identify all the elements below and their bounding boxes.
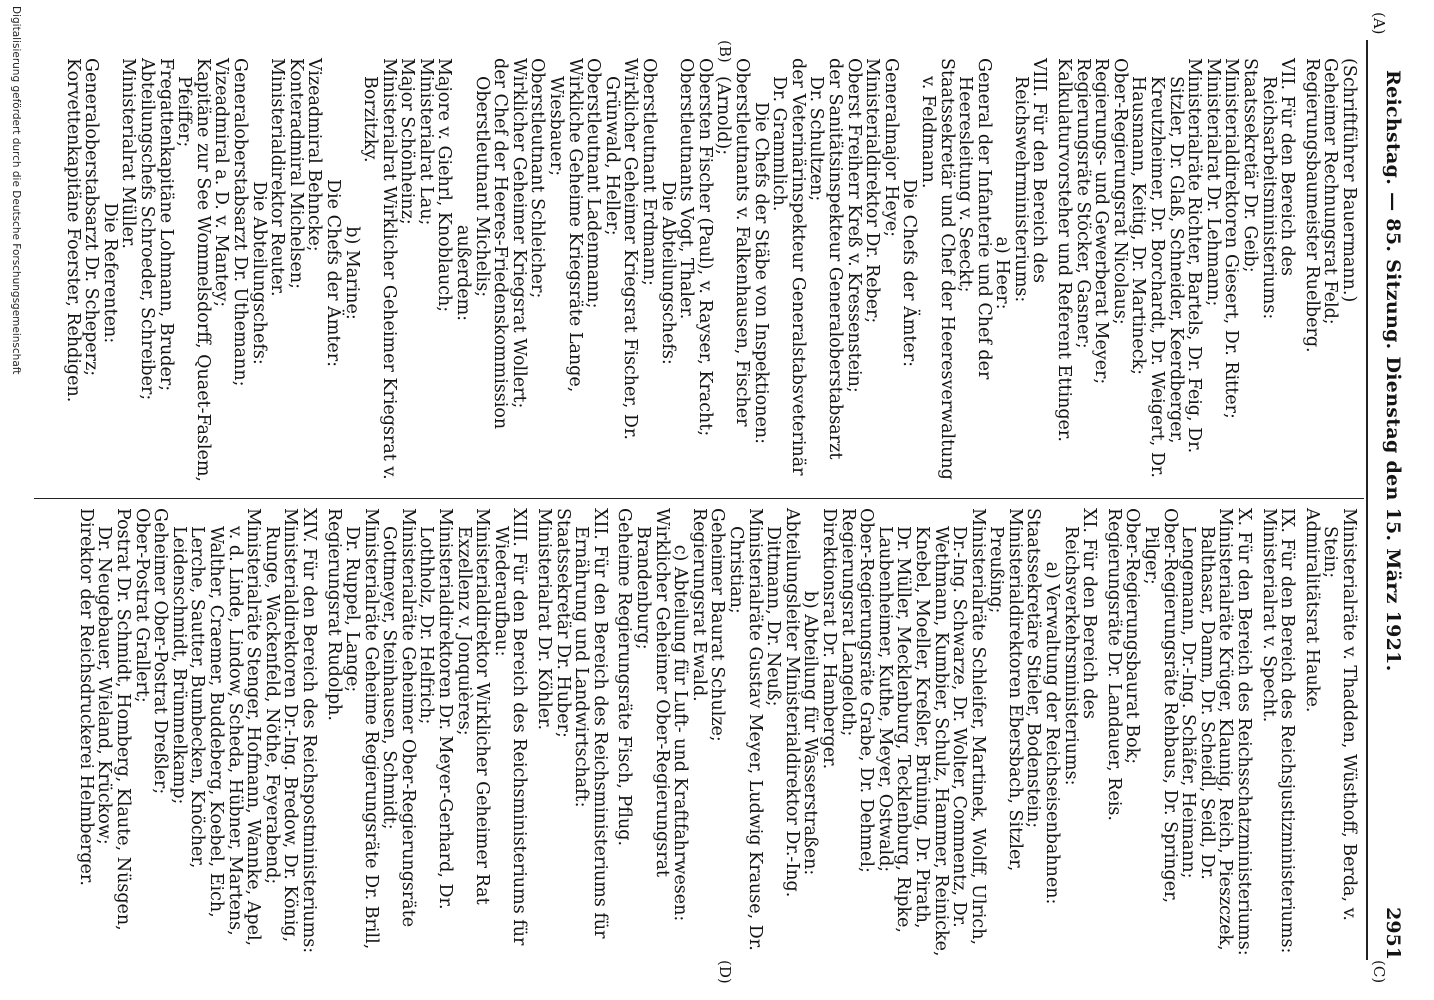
right-column-line: Ministerialrat Dr. Köhler.	[534, 508, 555, 731]
left-column-line: Die Chefs der Ämter:	[899, 179, 920, 367]
left-column-line: Die Abteilungschefs:	[657, 181, 678, 365]
left-column-line: Generaloberstabsarzt Dr. Uthemann;	[229, 58, 250, 387]
left-column-line: Oberst Freiherr Kreß v. Kressenstein;	[843, 58, 864, 393]
left-column-line: Generaloberstabsarzt Dr. Scheperz;	[81, 58, 102, 377]
left-column-line: VII. Für den Bereich des Reichsarbeitsministeriums:	[1258, 58, 1298, 320]
left-column-line: Die Chefs der Stäbe von Inspektionen:	[750, 101, 771, 445]
left-column-line: Ministerialrat Wirklicher Geheimer Kriegsrat v. Borzitzky.	[360, 58, 399, 480]
right-column-line: Regierungsräte Dr. Landauer, Reis.	[1103, 508, 1124, 821]
right-column-line: Ministerialdirektoren Dr.-Ing. Bredow, Dr. König, Runge, Wackenfeld, Nöthe, Feyerabend;	[261, 508, 301, 943]
left-column-line: Konteradmiral Michelsen;	[285, 58, 306, 289]
right-column-line: Ober-Regierungsräte Grabe, Dr. Dehmel;	[856, 508, 877, 873]
column-divider	[34, 498, 1364, 499]
left-column-line: Ministerialdirektor Dr. Reber;	[862, 58, 883, 324]
right-column-line: c) Abteilung für Luft- und Kraftfahrwesen:	[670, 544, 691, 922]
right-column-line: Geheimer Ober-Postrat Dreßler;	[150, 508, 171, 795]
left-column-line: Die Referenten:	[99, 202, 120, 344]
left-column-line: Major Schönheinz;	[397, 58, 418, 225]
margin-letter-c: (C)	[1370, 960, 1388, 984]
left-column-line: Kapitäne zur See Wommelsdorff, Quaet-Faslem, Pfeiffer;	[174, 58, 213, 482]
left-column-line: Fregattenkapitäne Lohmann, Bruder;	[155, 58, 176, 392]
right-column-line: Admiralitätsrat Hauke.	[1301, 508, 1322, 713]
right-column-line: Regierungsrat Rudolph.	[323, 508, 344, 721]
right-column-line: Ministerialräte Geheimer Ober-Regierungsräte Gottmeyer, Steinhausen, Schmidt;	[379, 508, 418, 928]
left-column-line: Oberstleutnant Erdmann;	[639, 58, 660, 286]
right-column-line: Ministerialräte Krüger, Klaunig, Reich, Pieszczek, Balthasar, Damm, Dr. Scheidl, Seidl, Dr. Lengemann, Dr.-Ing. Schäfer, Heimann;	[1178, 508, 1236, 951]
left-column-line: Oberstleutnants Vogt, Thaler.	[676, 58, 697, 320]
right-column-line: Ober-Regierungsbaurat Bok;	[1122, 508, 1143, 765]
right-column-line: Staatssekretär Dr. Huber;	[552, 508, 573, 738]
right-column-line: Abteilungsleiter Ministerialdirektor Dr.-Ing. Dittmann, Dr. Neuß;	[763, 508, 802, 898]
left-column-line: Regierungsbaumeister Ruelberg.	[1301, 58, 1322, 353]
left-column-line: General der Infanterie und Chef der Heeresleitung v. Seeckt;	[955, 58, 994, 380]
left-column-line: Ober-Regierungsrat Nicolaus;	[1109, 58, 1130, 325]
right-column-line: Ministerialräte Geheime Regierungsräte Dr. Brill, Dr. Ruppel, Lange;	[342, 508, 381, 950]
left-column-line: Korvettenkapitäne Foerster, Rehdigen.	[62, 58, 83, 403]
left-column-line: Oberstleutnants v. Falkenhausen, Fischer (Arnold);	[713, 58, 752, 427]
left-column-line: Oberstleutnant Schleicher;	[527, 58, 548, 299]
left-column-line: Die Abteilungschefs:	[248, 181, 269, 365]
left-column-line: der Chef der Heeres-Friedenskommission Oberstleutnant Michelis;	[471, 58, 511, 430]
page-header	[1372, 40, 1412, 970]
left-column-line: Wirklicher Geheimer Kriegsrat Fischer, Dr. Grünwald, Heller;	[601, 58, 641, 440]
left-column-line: Regierungs- und Gewerberat Meyer;	[1091, 58, 1112, 385]
left-column-line: außerdem:	[453, 224, 474, 322]
left-column-line: Vizeadmiral a. D. v. Mantey;	[211, 58, 232, 308]
left-column-line: Generalmajor Heye;	[880, 58, 901, 238]
left-column-line: Oberstleutnant Ladenmann;	[583, 58, 604, 309]
right-column-line: Ober-Postrat Grallert;	[131, 508, 152, 703]
right-column-line: IX. Für den Bereich des Reichsjustizministeriums:	[1277, 508, 1298, 954]
page-number: 2951	[1382, 907, 1404, 960]
digitization-credit: Digitalisierung gefördert durch die Deutsche Forschungsgemeinschaft	[10, 6, 22, 375]
margin-letter-a: (A)	[1370, 12, 1388, 35]
left-column-line: b) Marine:	[341, 226, 362, 320]
right-column-line: Wirklicher Geheimer Ober-Regierungsrat Brandenburg;	[633, 508, 672, 878]
margin-letter-b: (B)	[716, 40, 734, 63]
left-column-line: Staatssekretär Dr. Geib;	[1240, 58, 1261, 273]
header-rule	[1366, 40, 1368, 960]
left-column-line: Ministerialräte Richter, Bartels, Dr. Feig, Dr. Sitzler, Dr. Glaß, Schneider, Keerdberger, Kreutzheimer, Dr. Borchardt, Dr. Weigert, Dr. Hausmann, Keitig, Dr. Martineck;	[1128, 58, 1205, 478]
right-column-line: Geheime Regierungsräte Fisch, Pflug.	[614, 508, 635, 847]
left-column-line: a) Heer:	[992, 236, 1013, 310]
left-column-line: Ministerialdirektor Reuter.	[267, 58, 288, 297]
left-column-line: Ministerialrat Müller.	[118, 58, 139, 249]
right-column-line: Ministerialdirektor Wirklicher Geheimer Rat Exzellenz v. Jonquières;	[453, 508, 493, 905]
right-column-line: Ministerialräte Schleifer, Martinek, Wolff, Ulrich, Dr.-Ing. Schwarze, Dr. Wolter, Commentz, Dr. Wethmann, Kumbier, Schulz, Hammer, Reinicke, Knebel, Moeller, Kreßler, Brüning, Dr. Pirath, Dr. Müller, Mecklenburg, Tecklenburg, Ripke, Laubenheimer, Kuthe, Meyer, Ostwald;	[874, 508, 988, 957]
right-column-line: Direktor der Reichsdruckerei Helmberger.	[75, 508, 96, 886]
right-column-line: Ministerialräte v. Thadden, Wüsthoff, Berda, v. Stein;	[1320, 508, 1359, 921]
right-column-line: a) Verwaltung der Reichseisenbahnen:	[1042, 561, 1063, 905]
right-column-line: Ministerialräte Stenger, Hofmann, Wannke, Apel, v. d. Linde, Lindow, Scheda, Hübner, Martens, Walther, Craemer, Buddeberg, Koebel, Eich, Lerche, Sautter, Bumbecken, Knöcher, Leidenschmidt, Brümmelkamp;	[168, 508, 264, 947]
right-column-line: XIII. Für den Bereich des Reichsministeriums für Wiederaufbau:	[490, 508, 530, 946]
left-column-line: Kalkulaturvorsteher und Referent Ettinger.	[1054, 58, 1075, 442]
left-column-line: der Veterinärinspekteur Generalstabsveterinär Dr. Grammlich.	[769, 58, 808, 476]
left-column-line: Wirklicher Geheimer Kriegsrat Wollert;	[508, 58, 529, 409]
right-column-line: XI. Für den Bereich des Reichsverkehrsministeriums:	[1060, 508, 1100, 786]
right-column-line: Regierungsrat Ewald.	[688, 508, 709, 702]
left-column	[18, 58, 1358, 488]
right-column-line: X. Für den Bereich des Reichsschatzministeriums:	[1234, 508, 1255, 956]
right-column-line: Postrat Dr. Schmidt, Homberg, Klaute, Nüsgen, Dr. Neugebauer, Wieland, Krückow;	[94, 508, 133, 931]
right-column-line: Ministerialräte Gustav Meyer, Ludwig Krause, Dr. Christian;	[726, 508, 765, 951]
left-column-line: Abteilungschefs Schroeder, Schreiber;	[137, 58, 157, 401]
left-column-line: VIII. Für den Bereich des Reichswehrministeriums:	[1010, 58, 1050, 303]
right-column-line: Regierungsrat Langeloth;	[837, 508, 858, 737]
left-column-line: Geheimer Rechnungsrat Feld;	[1320, 58, 1341, 325]
left-column-line: Ministerialrat Dr. Lehmann;	[1202, 58, 1223, 307]
right-column-line: Ober-Regierungsräte Rehbaus, Dr. Springer, Pilger;	[1141, 508, 1180, 904]
right-column-line: XIV. Für den Bereich des Reichspostministeriums:	[298, 508, 319, 954]
right-column-line: Direktionsrat Dr. Hamberger.	[818, 508, 839, 770]
left-column-line: der Sanitätsinspekteur Generaloberstabsarzt Dr. Schultzen;	[806, 58, 845, 460]
left-column-line: Die Chefs der Ämter:	[322, 179, 343, 367]
right-column-line: Ministerialdirektoren Ebersbach, Sitzler, Preußing;	[986, 508, 1025, 872]
left-column-line: Ministerialdirektoren Giesert, Dr. Ritter;	[1221, 58, 1242, 419]
margin-letter-d: (D)	[716, 960, 734, 984]
right-column-line: b) Abteilung für Wasserstraßen:	[800, 590, 821, 876]
right-column-line: Geheimer Baurat Schulze;	[707, 508, 728, 742]
running-head: Reichstag. — 85. Sitzung. Dienstag den 15. März 1921.	[1382, 70, 1404, 672]
right-column-line: Ministerialrat v. Specht.	[1258, 508, 1279, 723]
left-column-line: Staatssekretär und Chef der Heeresverwaltung v. Feldmann.	[917, 58, 957, 480]
left-column-line: Regierungsräte Stöcker, Gasner;	[1072, 58, 1093, 349]
left-column-line: Majore v. Giehrl, Knoblauch;	[434, 58, 455, 313]
right-column-line: Ministerialdirektoren Dr. Meyer-Gerhard, Dr. Lothholz, Dr. Helfrich;	[416, 508, 456, 910]
right-column-line: Staatssekretäre Stieler, Bodenstein;	[1023, 508, 1044, 829]
left-column-line: Wirkliche Geheime Kriegsräte Lange, Wiesbauer;	[546, 58, 585, 393]
left-column-line: (Schriftführer Bauermann.)	[1339, 58, 1359, 303]
right-column-line: XII. Für den Bereich des Reichsministeriums für Ernährung und Landwirtschaft:	[571, 508, 610, 939]
left-column-line: Ministerialrat Lau;	[415, 58, 436, 226]
left-column-line: Vizeadmiral Behncke;	[304, 58, 325, 252]
left-column-line: Obersten Fischer (Paul), v. Rayser, Kracht;	[694, 58, 715, 437]
right-column	[18, 508, 1358, 958]
